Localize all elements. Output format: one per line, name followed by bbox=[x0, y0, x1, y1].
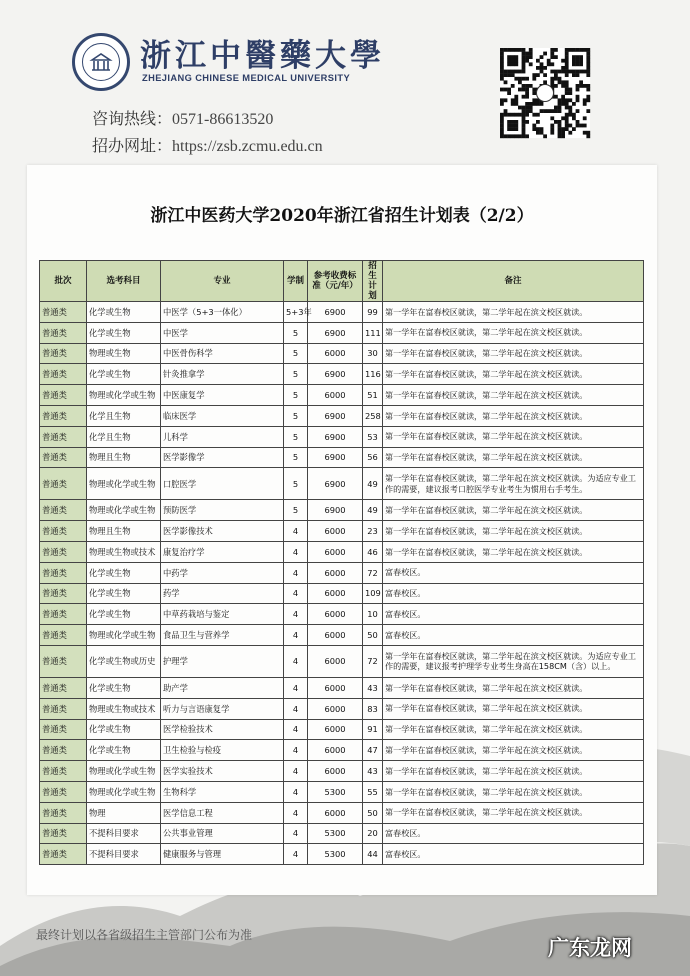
cell-subjects: 化学或生物 bbox=[87, 740, 161, 761]
cell-major: 听力与言语康复学 bbox=[161, 698, 284, 719]
cell-plan: 47 bbox=[363, 740, 383, 761]
cell-major: 医学影像学 bbox=[161, 447, 284, 468]
cell-batch: 普通类 bbox=[40, 322, 87, 343]
cell-fee: 6000 bbox=[308, 583, 363, 604]
table-row bbox=[40, 625, 644, 646]
cell-plan: 10 bbox=[363, 604, 383, 625]
cell-subjects: 化学或生物 bbox=[87, 677, 161, 698]
table-row bbox=[40, 823, 644, 844]
cell-subjects: 化学或生物或历史 bbox=[87, 645, 161, 677]
table-row bbox=[40, 541, 644, 562]
cell-batch: 普通类 bbox=[40, 645, 87, 677]
cell-plan: 30 bbox=[363, 343, 383, 364]
cell-fee: 6900 bbox=[308, 405, 363, 426]
cell-subjects: 不提科目要求 bbox=[87, 844, 161, 865]
cell-fee: 6000 bbox=[308, 802, 363, 823]
cell-subjects: 物理或化学或生物 bbox=[87, 500, 161, 521]
cell-years: 5 bbox=[284, 322, 308, 343]
cell-plan: 46 bbox=[363, 541, 383, 562]
cell-note: 第一学年在富春校区就读，第二学年起在滨文校区就读。 bbox=[383, 322, 644, 343]
cell-note: 富春校区。 bbox=[383, 844, 644, 865]
col-header-batch: 批次 bbox=[40, 261, 87, 302]
cell-fee: 6000 bbox=[308, 604, 363, 625]
cell-batch: 普通类 bbox=[40, 447, 87, 468]
cell-subjects: 化学或生物 bbox=[87, 604, 161, 625]
cell-subjects: 物理或化学或生物 bbox=[87, 468, 161, 500]
cell-batch: 普通类 bbox=[40, 740, 87, 761]
cell-subjects: 不提科目要求 bbox=[87, 823, 161, 844]
col-header-fee: 参考收费标准（元/年） bbox=[308, 261, 363, 302]
cell-fee: 6900 bbox=[308, 468, 363, 500]
cell-major: 中医学（5+3一体化） bbox=[161, 302, 284, 323]
cell-note: 第一学年在富春校区就读，第二学年起在滨文校区就读。 bbox=[383, 426, 644, 447]
table-header-row bbox=[40, 261, 644, 302]
cell-plan: 23 bbox=[363, 521, 383, 542]
col-header-subjects: 选考科目 bbox=[87, 261, 161, 302]
cell-years: 4 bbox=[284, 583, 308, 604]
table-row bbox=[40, 583, 644, 604]
cell-fee: 6000 bbox=[308, 385, 363, 406]
cell-years: 5 bbox=[284, 343, 308, 364]
cell-major: 医学影像技术 bbox=[161, 521, 284, 542]
cell-batch: 普通类 bbox=[40, 468, 87, 500]
hotline-label: 咨询热线： bbox=[92, 109, 173, 128]
cell-note: 第一学年在富春校区就读，第二学年起在滨文校区就读。 bbox=[383, 541, 644, 562]
cell-years: 5 bbox=[284, 385, 308, 406]
cell-subjects: 化学或生物 bbox=[87, 302, 161, 323]
cell-major: 医学信息工程 bbox=[161, 802, 284, 823]
cell-major: 预防医学 bbox=[161, 500, 284, 521]
cell-batch: 普通类 bbox=[40, 541, 87, 562]
col-header-major: 专业 bbox=[161, 261, 284, 302]
cell-years: 5 bbox=[284, 364, 308, 385]
website-url: https://zsb.zcmu.edu.cn bbox=[172, 138, 323, 155]
cell-fee: 6000 bbox=[308, 521, 363, 542]
cell-major: 生物科学 bbox=[161, 781, 284, 802]
cell-batch: 普通类 bbox=[40, 500, 87, 521]
cell-batch: 普通类 bbox=[40, 823, 87, 844]
cell-major: 针灸推拿学 bbox=[161, 364, 284, 385]
table-row bbox=[40, 426, 644, 447]
enrollment-plan-table bbox=[39, 260, 644, 865]
cell-batch: 普通类 bbox=[40, 698, 87, 719]
cell-batch: 普通类 bbox=[40, 405, 87, 426]
cell-subjects: 物理或化学或生物 bbox=[87, 625, 161, 646]
cell-note: 第一学年在富春校区就读，第二学年起在滨文校区就读。 bbox=[383, 364, 644, 385]
table-row bbox=[40, 844, 644, 865]
cell-plan: 99 bbox=[363, 302, 383, 323]
cell-fee: 5300 bbox=[308, 823, 363, 844]
table-row bbox=[40, 802, 644, 823]
table-row bbox=[40, 740, 644, 761]
cell-batch: 普通类 bbox=[40, 781, 87, 802]
university-seal-icon bbox=[72, 33, 130, 91]
cell-plan: 49 bbox=[363, 468, 383, 500]
cell-note: 第一学年在富春校区就读，第二学年起在滨文校区就读。 bbox=[383, 500, 644, 521]
cell-subjects: 物理或生物或技术 bbox=[87, 698, 161, 719]
cell-note: 第一学年在富春校区就读，第二学年起在滨文校区就读。 bbox=[383, 719, 644, 740]
cell-major: 卫生检验与检疫 bbox=[161, 740, 284, 761]
cell-note: 第一学年在富春校区就读，第二学年起在滨文校区就读。 bbox=[383, 343, 644, 364]
cell-batch: 普通类 bbox=[40, 802, 87, 823]
cell-batch: 普通类 bbox=[40, 604, 87, 625]
cell-subjects: 物理且生物 bbox=[87, 521, 161, 542]
cell-major: 中医学 bbox=[161, 322, 284, 343]
website-label: 招办网址： bbox=[92, 136, 173, 155]
cell-batch: 普通类 bbox=[40, 385, 87, 406]
cell-major: 食品卫生与营养学 bbox=[161, 625, 284, 646]
cell-plan: 91 bbox=[363, 719, 383, 740]
table-row bbox=[40, 604, 644, 625]
table-row bbox=[40, 405, 644, 426]
cell-major: 临床医学 bbox=[161, 405, 284, 426]
cell-subjects: 物理且生物 bbox=[87, 447, 161, 468]
table-row bbox=[40, 521, 644, 542]
cell-fee: 6900 bbox=[308, 447, 363, 468]
cell-years: 4 bbox=[284, 823, 308, 844]
cell-note: 第一学年在富春校区就读，第二学年起在滨文校区就读。 bbox=[383, 677, 644, 698]
cell-note: 第一学年在富春校区就读，第二学年起在滨文校区就读。 bbox=[383, 521, 644, 542]
qr-code-icon bbox=[500, 48, 590, 138]
table-row bbox=[40, 302, 644, 323]
cell-note: 第一学年在富春校区就读，第二学年起在滨文校区就读。 bbox=[383, 802, 644, 823]
header bbox=[0, 0, 690, 165]
cell-fee: 6000 bbox=[308, 625, 363, 646]
table-row bbox=[40, 322, 644, 343]
table-row bbox=[40, 447, 644, 468]
cell-batch: 普通类 bbox=[40, 521, 87, 542]
cell-note: 第一学年在富春校区就读，第二学年起在滨文校区就读。 bbox=[383, 698, 644, 719]
cell-plan: 50 bbox=[363, 625, 383, 646]
cell-subjects: 化学或生物 bbox=[87, 562, 161, 583]
cell-subjects: 化学且生物 bbox=[87, 426, 161, 447]
cell-major: 医学检验技术 bbox=[161, 719, 284, 740]
cell-subjects: 物理或化学或生物 bbox=[87, 781, 161, 802]
cell-fee: 6900 bbox=[308, 426, 363, 447]
cell-note: 富春校区。 bbox=[383, 583, 644, 604]
cell-fee: 6900 bbox=[308, 302, 363, 323]
cell-plan: 49 bbox=[363, 500, 383, 521]
cell-years: 5 bbox=[284, 447, 308, 468]
cell-batch: 普通类 bbox=[40, 364, 87, 385]
cell-fee: 6000 bbox=[308, 698, 363, 719]
cell-batch: 普通类 bbox=[40, 343, 87, 364]
table-row bbox=[40, 698, 644, 719]
cell-subjects: 物理或化学或生物 bbox=[87, 385, 161, 406]
cell-note: 第一学年在富春校区就读，第二学年起在滨文校区就读。 bbox=[383, 302, 644, 323]
cell-plan: 258 bbox=[363, 405, 383, 426]
cell-years: 4 bbox=[284, 562, 308, 583]
cell-years: 5 bbox=[284, 426, 308, 447]
cell-batch: 普通类 bbox=[40, 677, 87, 698]
table-row bbox=[40, 343, 644, 364]
cell-batch: 普通类 bbox=[40, 761, 87, 782]
cell-major: 健康服务与管理 bbox=[161, 844, 284, 865]
cell-subjects: 化学或生物 bbox=[87, 583, 161, 604]
cell-plan: 55 bbox=[363, 781, 383, 802]
cell-note: 富春校区。 bbox=[383, 562, 644, 583]
cell-batch: 普通类 bbox=[40, 719, 87, 740]
cell-major: 药学 bbox=[161, 583, 284, 604]
cell-subjects: 化学或生物 bbox=[87, 719, 161, 740]
cell-subjects: 化学或生物 bbox=[87, 322, 161, 343]
cell-note: 富春校区。 bbox=[383, 625, 644, 646]
document-title: 浙江中医药大学2020年浙江省招生计划表（2/2） bbox=[150, 206, 534, 226]
cell-batch: 普通类 bbox=[40, 583, 87, 604]
col-header-years: 学制 bbox=[284, 261, 308, 302]
cell-years: 4 bbox=[284, 740, 308, 761]
cell-subjects: 物理或化学或生物 bbox=[87, 761, 161, 782]
cell-years: 5+3年 bbox=[284, 302, 308, 323]
cell-note: 第一学年在富春校区就读，第二学年起在滨文校区就读。 bbox=[383, 385, 644, 406]
cell-plan: 51 bbox=[363, 385, 383, 406]
footer-note: 最终计划以各省级招生主管部门公布为准 bbox=[36, 928, 253, 942]
table-row bbox=[40, 500, 644, 521]
hotline-number: 0571-86613520 bbox=[172, 111, 274, 128]
cell-note: 第一学年在富春校区就读，第二学年起在滨文校区就读。 bbox=[383, 447, 644, 468]
cell-years: 4 bbox=[284, 719, 308, 740]
cell-plan: 72 bbox=[363, 645, 383, 677]
cell-note: 第一学年在富春校区就读，第二学年起在滨文校区就读。 bbox=[383, 740, 644, 761]
cell-years: 4 bbox=[284, 761, 308, 782]
cell-plan: 116 bbox=[363, 364, 383, 385]
cell-plan: 83 bbox=[363, 698, 383, 719]
cell-fee: 6900 bbox=[308, 364, 363, 385]
cell-major: 儿科学 bbox=[161, 426, 284, 447]
cell-batch: 普通类 bbox=[40, 562, 87, 583]
cell-years: 4 bbox=[284, 625, 308, 646]
cell-note: 第一学年在富春校区就读，第二学年起在滨文校区就读。 bbox=[383, 405, 644, 426]
cell-note: 富春校区。 bbox=[383, 823, 644, 844]
cell-fee: 6900 bbox=[308, 322, 363, 343]
table-row bbox=[40, 385, 644, 406]
cell-subjects: 物理或生物或技术 bbox=[87, 541, 161, 562]
cell-fee: 6000 bbox=[308, 677, 363, 698]
cell-years: 4 bbox=[284, 802, 308, 823]
cell-plan: 109 bbox=[363, 583, 383, 604]
enrollment-plan-sheet bbox=[27, 165, 657, 895]
cell-plan: 111 bbox=[363, 322, 383, 343]
cell-years: 5 bbox=[284, 468, 308, 500]
cell-subjects: 物理或生物 bbox=[87, 343, 161, 364]
cell-major: 中草药栽培与鉴定 bbox=[161, 604, 284, 625]
cell-years: 4 bbox=[284, 604, 308, 625]
hotline bbox=[92, 106, 273, 129]
cell-major: 护理学 bbox=[161, 645, 284, 677]
cell-plan: 56 bbox=[363, 447, 383, 468]
cell-fee: 6000 bbox=[308, 645, 363, 677]
cell-plan: 44 bbox=[363, 844, 383, 865]
col-header-note: 备注 bbox=[383, 261, 644, 302]
cell-batch: 普通类 bbox=[40, 302, 87, 323]
university-name-cn: 浙江中醫藥大學 bbox=[140, 38, 385, 74]
cell-fee: 6000 bbox=[308, 562, 363, 583]
cell-plan: 20 bbox=[363, 823, 383, 844]
table-row bbox=[40, 677, 644, 698]
cell-major: 助产学 bbox=[161, 677, 284, 698]
cell-years: 4 bbox=[284, 541, 308, 562]
cell-fee: 6000 bbox=[308, 343, 363, 364]
cell-fee: 6000 bbox=[308, 761, 363, 782]
cell-note: 第一学年在富春校区就读，第二学年起在滨文校区就读。为适应专业工作的需要，建议报考口腔医学专业考生为惯用右手考生。 bbox=[383, 468, 644, 500]
cell-years: 4 bbox=[284, 521, 308, 542]
cell-fee: 6000 bbox=[308, 740, 363, 761]
cell-plan: 72 bbox=[363, 562, 383, 583]
cell-note: 富春校区。 bbox=[383, 604, 644, 625]
cell-fee: 6000 bbox=[308, 541, 363, 562]
cell-note: 第一学年在富春校区就读，第二学年起在滨文校区就读。 bbox=[383, 781, 644, 802]
table-row bbox=[40, 645, 644, 677]
cell-years: 5 bbox=[284, 500, 308, 521]
site-watermark: 广东龙网 bbox=[548, 936, 632, 960]
table-row bbox=[40, 562, 644, 583]
cell-batch: 普通类 bbox=[40, 844, 87, 865]
website bbox=[92, 133, 323, 156]
cell-fee: 5300 bbox=[308, 844, 363, 865]
cell-years: 4 bbox=[284, 844, 308, 865]
cell-plan: 50 bbox=[363, 802, 383, 823]
cell-fee: 6900 bbox=[308, 500, 363, 521]
table-row bbox=[40, 761, 644, 782]
cell-major: 医学实验技术 bbox=[161, 761, 284, 782]
table-row bbox=[40, 719, 644, 740]
cell-years: 4 bbox=[284, 698, 308, 719]
cell-years: 4 bbox=[284, 645, 308, 677]
cell-subjects: 化学且生物 bbox=[87, 405, 161, 426]
table-row bbox=[40, 364, 644, 385]
cell-note: 第一学年在富春校区就读，第二学年起在滨文校区就读。为适应专业工作的需要，建议报考护理学专业考生身高在158CM（含）以上。 bbox=[383, 645, 644, 677]
cell-years: 5 bbox=[284, 405, 308, 426]
cell-years: 4 bbox=[284, 781, 308, 802]
cell-years: 4 bbox=[284, 677, 308, 698]
cell-note: 第一学年在富春校区就读，第二学年起在滨文校区就读。 bbox=[383, 761, 644, 782]
col-header-plan: 招生计划 bbox=[363, 261, 383, 302]
cell-major: 中医骨伤科学 bbox=[161, 343, 284, 364]
cell-batch: 普通类 bbox=[40, 625, 87, 646]
qr-center-logo-icon bbox=[536, 84, 554, 102]
cell-fee: 5300 bbox=[308, 781, 363, 802]
cell-plan: 43 bbox=[363, 761, 383, 782]
cell-major: 口腔医学 bbox=[161, 468, 284, 500]
cell-fee: 6000 bbox=[308, 719, 363, 740]
cell-major: 公共事业管理 bbox=[161, 823, 284, 844]
cell-plan: 43 bbox=[363, 677, 383, 698]
university-name-en: ZHEJIANG CHINESE MEDICAL UNIVERSITY bbox=[142, 73, 351, 83]
cell-plan: 53 bbox=[363, 426, 383, 447]
table-row bbox=[40, 781, 644, 802]
cell-major: 中医康复学 bbox=[161, 385, 284, 406]
cell-major: 中药学 bbox=[161, 562, 284, 583]
cell-batch: 普通类 bbox=[40, 426, 87, 447]
cell-subjects: 化学或生物 bbox=[87, 364, 161, 385]
cell-subjects: 物理 bbox=[87, 802, 161, 823]
table-row bbox=[40, 468, 644, 500]
cell-major: 康复治疗学 bbox=[161, 541, 284, 562]
